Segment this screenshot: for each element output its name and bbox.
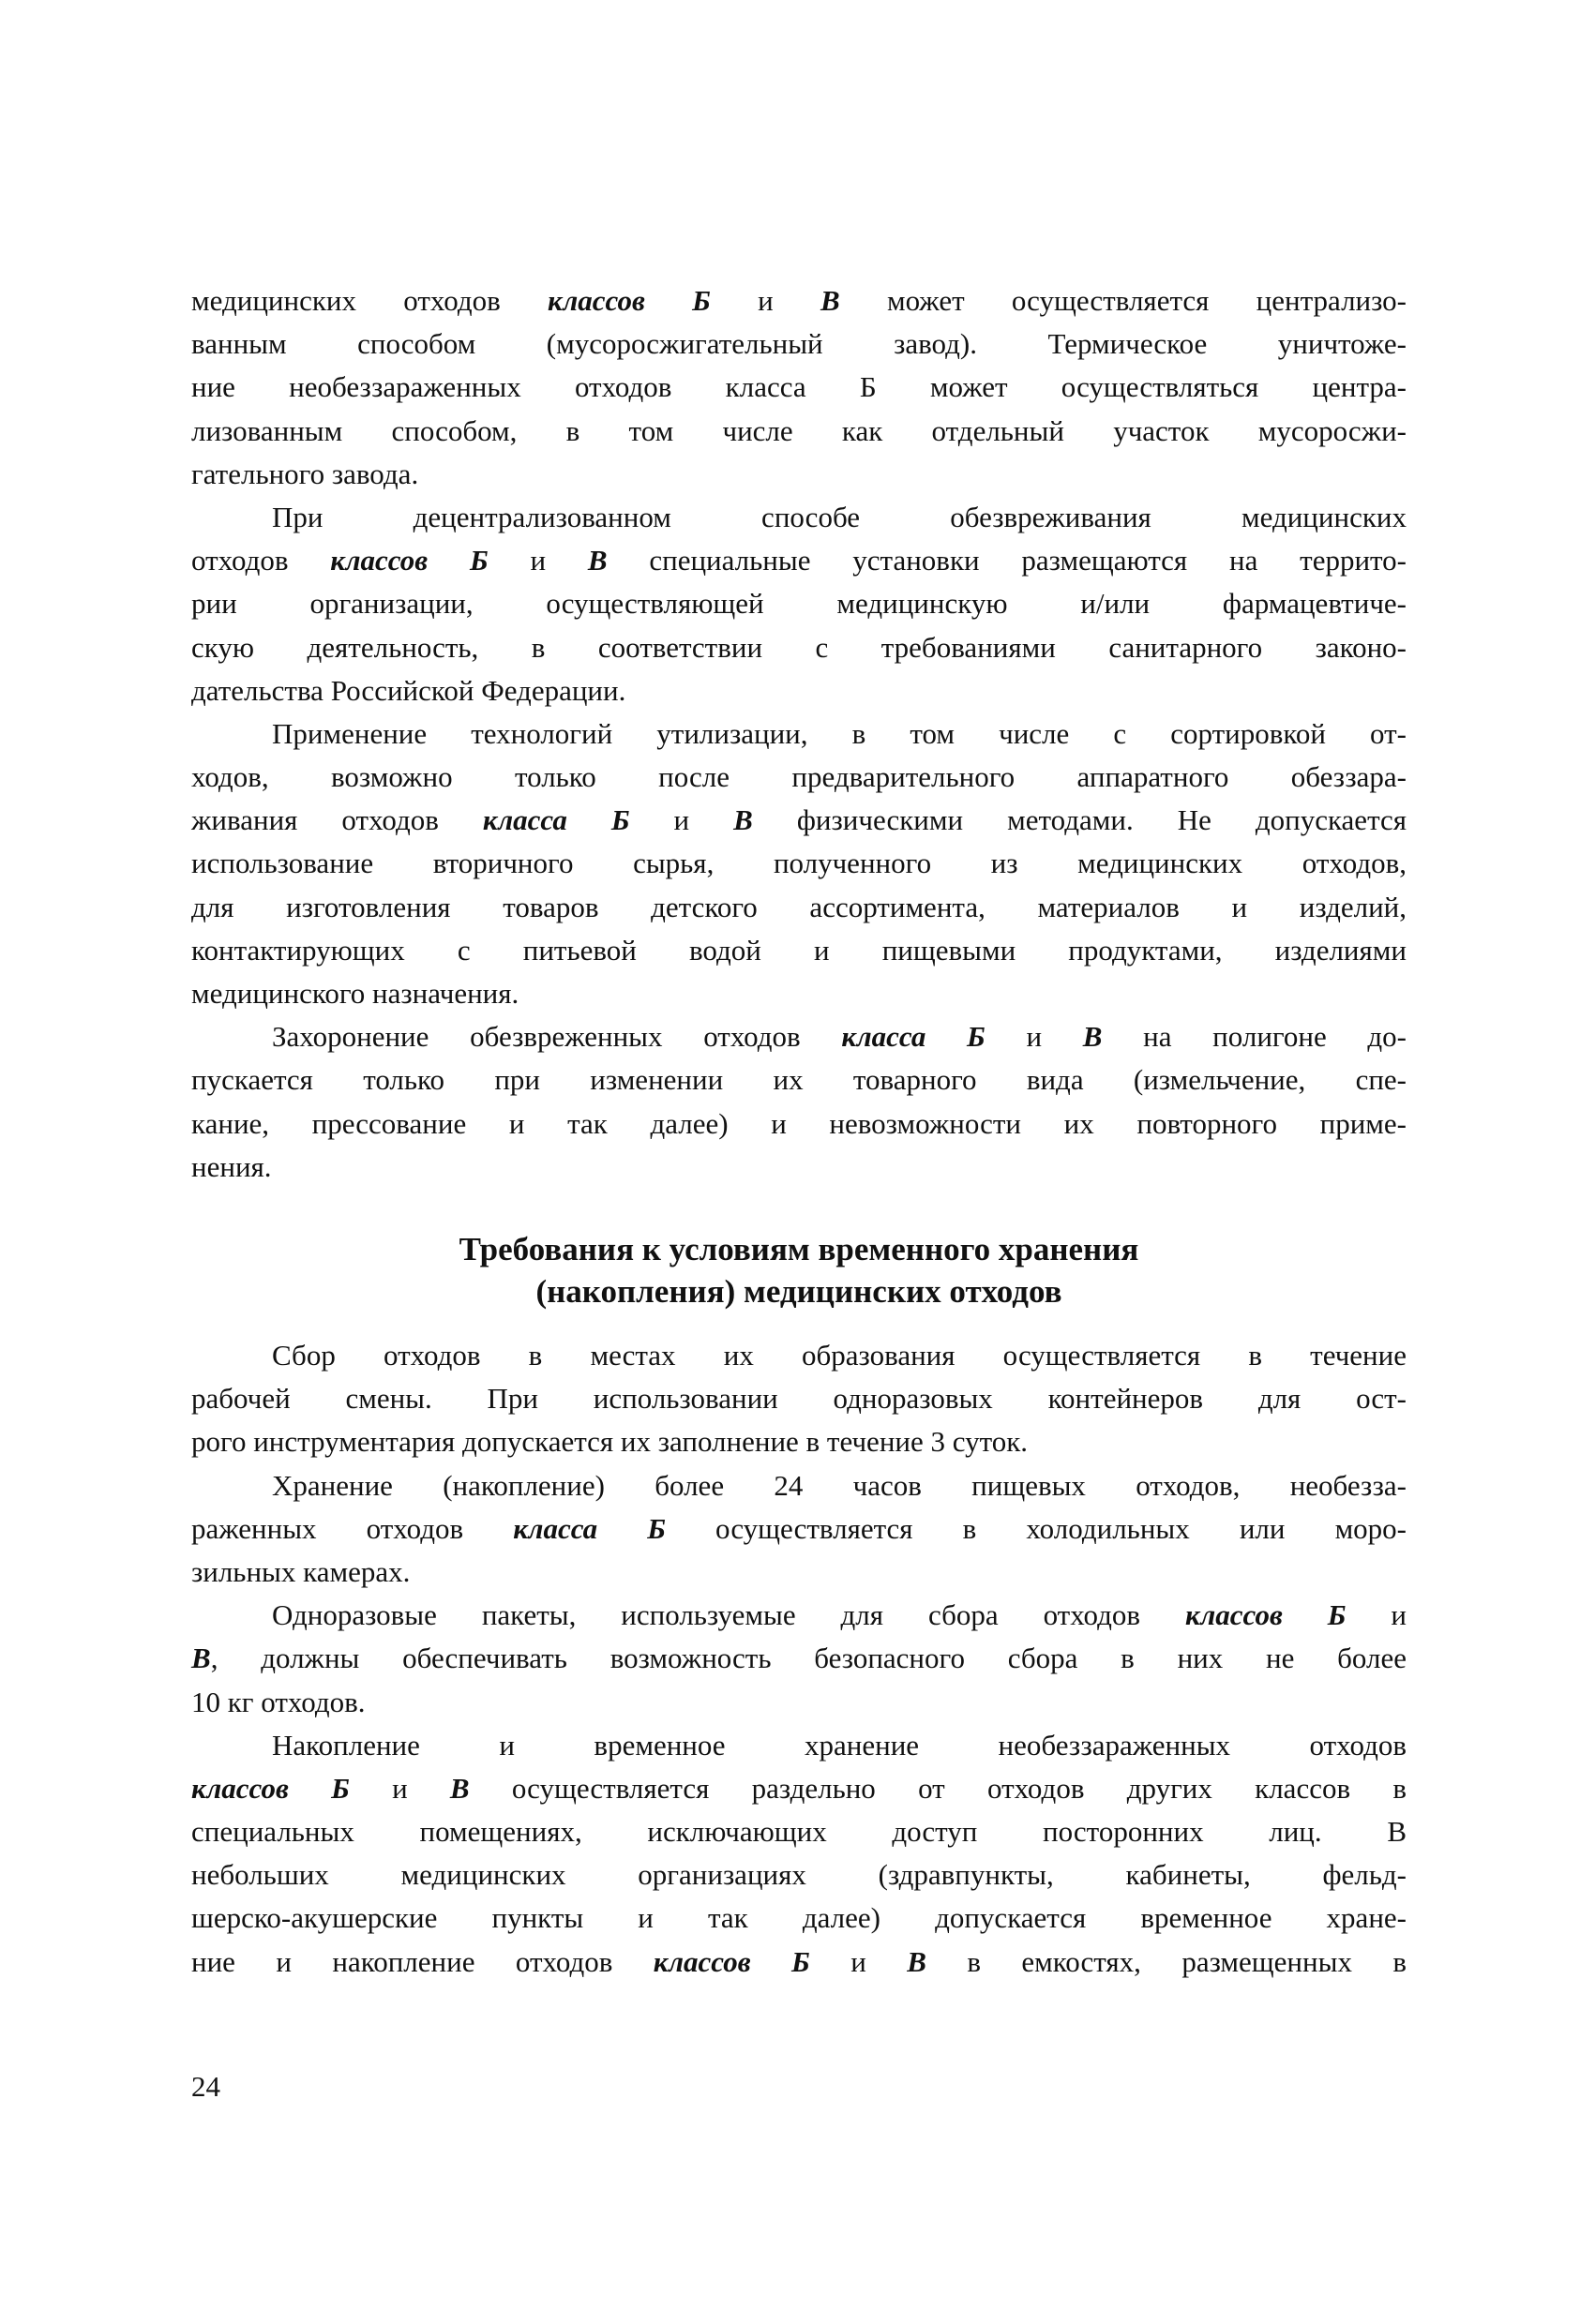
emphasis-text: класса Б — [482, 803, 630, 837]
text-run: и — [809, 1944, 908, 1978]
text-line — [191, 582, 1407, 625]
paragraph — [191, 1594, 1407, 1724]
emphasis-text: В — [587, 544, 608, 577]
paragraph — [191, 1464, 1407, 1595]
text-run: Одноразовые пакеты, используемые для сбора отходов — [272, 1598, 1185, 1632]
text-run: рии организации, осуществляющей медицинскую и/или фармацевтиче- — [191, 587, 1407, 621]
emphasis-text: В — [907, 1944, 926, 1978]
text-run: гательного завода. — [191, 457, 419, 490]
text-run: может осуществляется централизо- — [839, 284, 1407, 317]
text-run: 10 кг отходов. — [191, 1685, 366, 1718]
text-line — [191, 1146, 1407, 1189]
text-line — [191, 1941, 1407, 1984]
text-line — [191, 886, 1407, 929]
text-line — [191, 322, 1407, 366]
text-run: ние необеззараженных отходов класса Б может осуществляться центра- — [191, 370, 1407, 404]
heading-line-1: Требования к условиям временного хранения — [459, 1231, 1139, 1267]
text-run: Сбор отходов в местах их образования осуществляется в течение — [272, 1339, 1407, 1372]
text-run: Применение технологий утилизации, в том числе с сортировкой от- — [272, 716, 1407, 750]
text-run: ходов, возможно только после предварительного аппаратного обеззара- — [191, 760, 1407, 794]
text-line — [191, 1637, 1407, 1680]
emphasis-text: классов Б — [191, 1771, 350, 1805]
text-run: ванным способом (мусоросжигательный завод). Термическое уничтоже- — [191, 327, 1407, 361]
text-run: и — [985, 1020, 1083, 1054]
text-line — [191, 1334, 1407, 1377]
emphasis-text: классов Б — [330, 544, 489, 577]
paragraph — [191, 712, 1407, 1015]
text-line — [191, 712, 1407, 756]
text-line — [191, 842, 1407, 885]
text-run: живания отходов — [191, 803, 483, 837]
body-text-section-2 — [191, 1334, 1407, 1984]
text-run: и — [710, 284, 820, 317]
text-run: зильных камерах. — [191, 1554, 411, 1588]
emphasis-text: класса Б — [841, 1020, 986, 1054]
text-run: осуществляется раздельно от отходов других классов в — [469, 1771, 1407, 1805]
text-line — [191, 756, 1407, 799]
text-run: , должны обеспечивать возможность безопасного сбора в них не более — [210, 1642, 1407, 1675]
text-run: нения. — [191, 1149, 272, 1183]
text-line — [191, 1897, 1407, 1940]
page-number: 24 — [191, 2070, 220, 2103]
emphasis-text: классов Б — [1184, 1598, 1347, 1632]
text-run: пускается только при изменении их товарного вида (измельчение, спе- — [191, 1063, 1407, 1097]
text-run: на полигоне до- — [1102, 1020, 1407, 1054]
text-run: и — [629, 803, 734, 837]
text-run: скую деятельность, в соответствии с требованиями санитарного законо- — [191, 630, 1407, 664]
text-run: медицинских отходов — [191, 284, 549, 317]
text-line — [191, 496, 1407, 539]
text-line — [191, 1015, 1407, 1058]
text-run: специальных помещениях, исключающих доступ посторонних лиц. В — [191, 1815, 1407, 1849]
text-run: использование вторичного сырья, полученного из медицинских отходов, — [191, 847, 1407, 880]
emphasis-text: классов Б — [548, 284, 711, 317]
text-line — [191, 669, 1407, 712]
text-line — [191, 1594, 1407, 1637]
text-run: рого инструментария допускается их заполнение в течение 3 суток. — [191, 1425, 1029, 1459]
text-line — [191, 1420, 1407, 1463]
text-run: При децентрализованном способе обезвреживания медицинских — [272, 500, 1407, 533]
paragraph — [191, 279, 1407, 496]
text-run: шерско-акушерские пункты и так далее) допускается временное хране- — [191, 1901, 1407, 1935]
text-line — [191, 972, 1407, 1015]
text-run: отходов — [191, 544, 331, 577]
text-line — [191, 1058, 1407, 1102]
text-run: и — [1346, 1598, 1407, 1632]
text-line — [191, 539, 1407, 582]
text-run: осуществляется в холодильных или моро- — [665, 1511, 1407, 1545]
text-line — [191, 1724, 1407, 1767]
text-run: и — [349, 1771, 450, 1805]
text-line — [191, 1767, 1407, 1810]
emphasis-text: В — [733, 803, 753, 837]
paragraph — [191, 496, 1407, 712]
emphasis-text: В — [1082, 1020, 1103, 1054]
emphasis-text: класса Б — [513, 1511, 666, 1545]
text-run: и — [488, 544, 588, 577]
text-line — [191, 1853, 1407, 1897]
text-run: контактирующих с питьевой водой и пищевыми продуктами, изделиями — [191, 933, 1407, 967]
paragraph — [191, 1015, 1407, 1189]
text-line — [191, 410, 1407, 453]
text-run: Хранение (накопление) более 24 часов пищевых отходов, необезза- — [272, 1468, 1407, 1502]
text-run: кание, прессование и так далее) и невозможности их повторного приме- — [191, 1106, 1407, 1140]
text-line — [191, 626, 1407, 669]
body-text-section-1 — [191, 279, 1407, 1189]
text-run: специальные установки размещаются на террито- — [607, 544, 1407, 577]
text-line — [191, 1810, 1407, 1853]
text-line — [191, 799, 1407, 842]
text-run: лизованным способом, в том числе как отдельный участок мусоросжи- — [191, 413, 1407, 447]
text-line — [191, 279, 1407, 322]
text-run: небольших медицинских организациях (здравпункты, кабинеты, фельд- — [191, 1858, 1407, 1892]
text-line — [191, 1507, 1407, 1551]
text-run: Захоронение обезвреженных отходов — [272, 1020, 842, 1054]
text-line — [191, 1551, 1407, 1594]
text-run: рабочей смены. При использовании одноразовых контейнеров для ост- — [191, 1382, 1407, 1416]
paragraph — [191, 1724, 1407, 1984]
text-run: физическими методами. Не допускается — [752, 803, 1407, 837]
heading-line-2: (накопления) медицинских отходов — [535, 1273, 1062, 1310]
emphasis-text: В — [820, 284, 840, 317]
text-line — [191, 1464, 1407, 1507]
section-heading — [191, 1228, 1407, 1312]
emphasis-text: В — [449, 1771, 470, 1805]
text-line — [191, 1377, 1407, 1420]
text-run: Накопление и временное хранение необеззараженных отходов — [272, 1728, 1407, 1762]
text-line — [191, 1681, 1407, 1724]
text-line — [191, 453, 1407, 496]
emphasis-text: В — [191, 1642, 211, 1675]
paragraph — [191, 1334, 1407, 1464]
text-line — [191, 366, 1407, 409]
text-run: дательства Российской Федерации. — [191, 673, 626, 707]
text-line — [191, 1102, 1407, 1146]
text-run: для изготовления товаров детского ассортимента, материалов и изделий, — [191, 890, 1407, 923]
text-line — [191, 929, 1407, 972]
text-run: медицинского назначения. — [191, 977, 519, 1010]
emphasis-text: классов Б — [653, 1944, 810, 1978]
text-run: в емкостях, размещенных в — [925, 1944, 1407, 1978]
text-run: ние и накопление отходов — [191, 1944, 654, 1978]
text-run: раженных отходов — [191, 1511, 514, 1545]
